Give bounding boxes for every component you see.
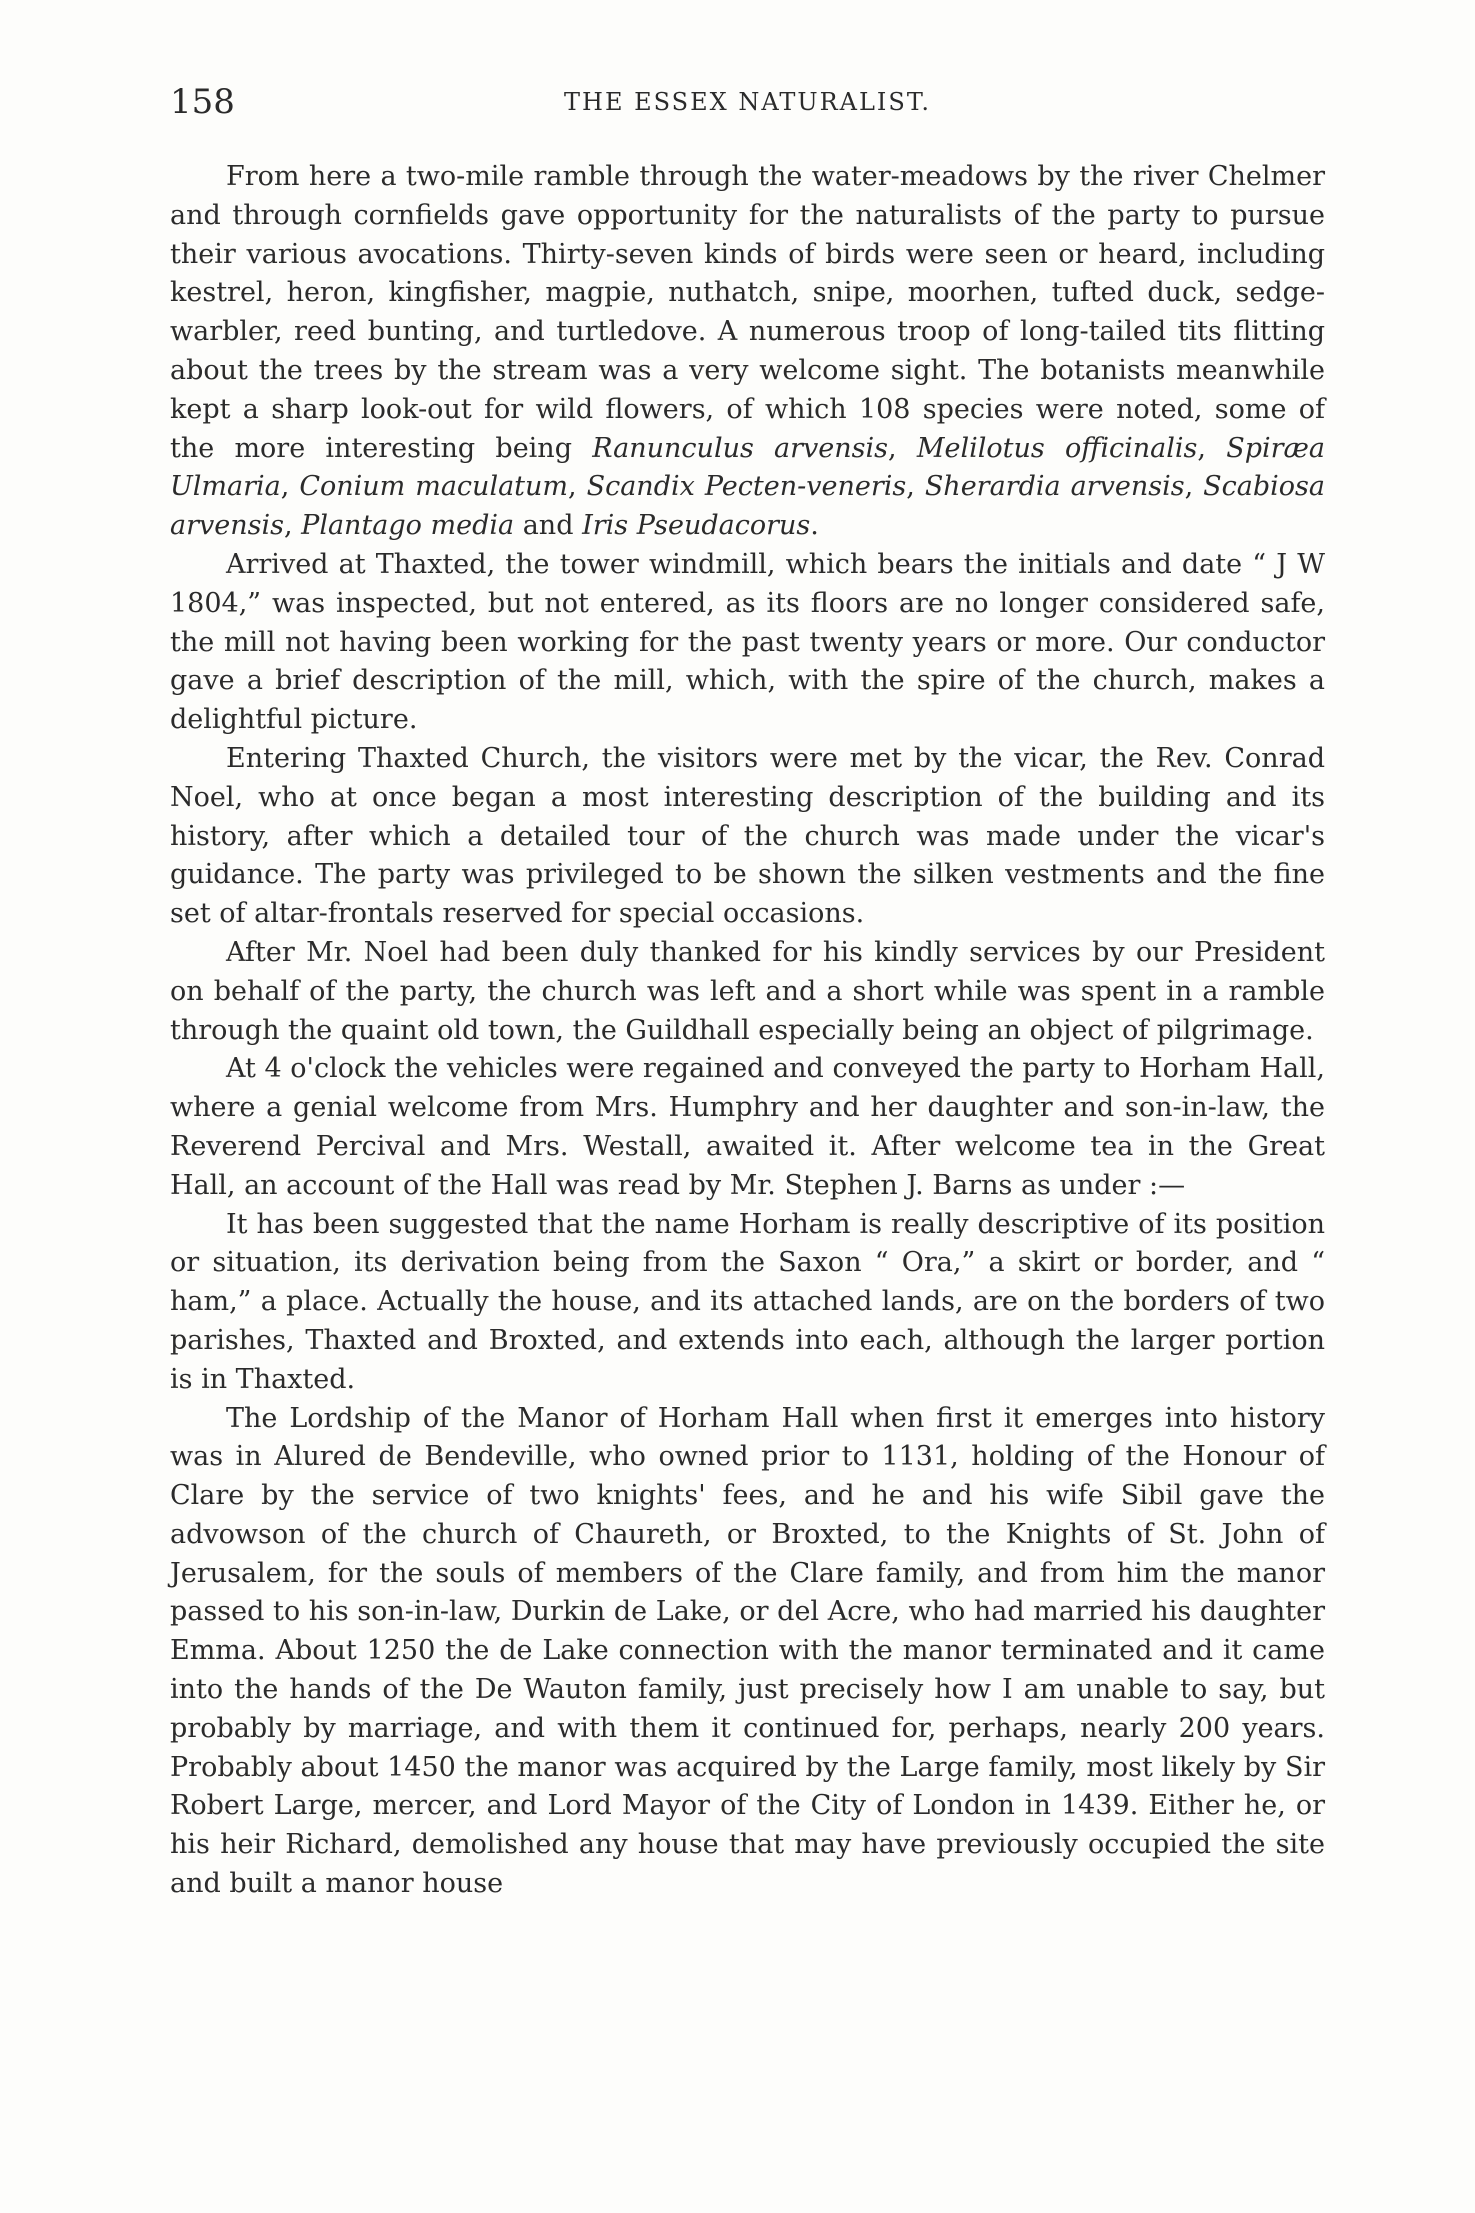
species-name: Sherardia arvensis bbox=[924, 471, 1185, 503]
species-name: Plantago media bbox=[301, 510, 515, 542]
species-name: Conium maculatum bbox=[299, 471, 569, 503]
species-name: Spiræa Ulmaria bbox=[170, 432, 1326, 503]
paragraph-guildhall: After Mr. Noel had been duly thanked for his kindly services by our President on behalf of the party, the church was left and a short while was spent in a ramble through the quaint old town, the Guildhall especially being an object of pilgrimage. bbox=[170, 936, 1325, 1046]
species-name: Scandix Pecten-veneris bbox=[586, 471, 907, 503]
paragraph-horham-arrival: At 4 o'clock the vehicles were regained and conveyed the party to Horham Hall, where a genial welcome from Mrs. Humphry and her daughter and son-in-law, the Reverend Percival and Mrs. Westall, awaited it. After welcome tea in the Great Hall, an account of the Hall was read by Mr. Stephen J. Barns as under :— bbox=[170, 1053, 1325, 1201]
species-name: Melilotus officinalis bbox=[916, 432, 1198, 464]
paragraph-excursion: From here a two-mile ramble through the water-meadows by the river Chelmer and through cornfields gave opportunity for the naturalists of the party to pursue their various avocations. Thirty-seven kinds of birds were seen or heard, including kestrel, heron, kingfisher, magpie, nuthatch, snipe, moorhen, tufted duck, sedge-warbler, reed bunting, and turtledove. A numerous troop of long-tailed tits flitting about the trees by the stream was a very welcome sight. The botanists meanwhile kept a sharp look-out for wild flowers, of which 108 species were noted, some of the more interesting being Ranunculus arvensis, Melilotus officinalis, Spiræa Ulmaria, Conium maculatum, Scandix Pecten-veneris, Sherardia arvensis, Scabiosa arvensis, Plantago media and Iris Pseudacorus. bbox=[170, 161, 1326, 542]
body-text bbox=[170, 158, 1325, 1904]
species-name: Ranunculus arvensis bbox=[592, 432, 889, 464]
page-number: 158 bbox=[170, 82, 235, 122]
species-name: Iris Pseudacorus bbox=[582, 510, 811, 542]
paragraph-excursion-text: From here a two-mile ramble through the water-meadows by the river Chelmer and through cornfields gave opportunity for the naturalists of the party to pursue their various avocations. Thirty-seven kinds of birds were seen or heard, including kestrel, heron, kingfisher, magpie, nuthatch, snipe, moorhen, tufted duck, sedge-warbler, reed bunting, and turtledove. A numerous troop of long-tailed tits flitting about the trees by the stream was a very welcome sight. The botanists meanwhile kept a sharp look-out for wild flowers, of which 108 species were noted, some of the more interesting being bbox=[170, 161, 1325, 464]
paragraph-church: Entering Thaxted Church, the visitors were met by the vicar, the Rev. Conrad Noel, who at once began a most interesting description of the building and its history, after which a detailed tour of the church was made under the vicar's guidance. The party was privileged to be shown the silken vestments and the fine set of altar-frontals reserved for special occasions. bbox=[170, 742, 1325, 930]
paragraph-windmill: Arrived at Thaxted, the tower windmill, which bears the initials and date “ J W 1804,” was inspected, but not entered, as its floors are no longer considered safe, the mill not having been working for the past twenty years or more. Our conductor gave a brief description of the mill, which, with the spire of the church, makes a delightful picture. bbox=[170, 548, 1325, 736]
paragraph-name-derivation: It has been suggested that the name Horham is really descriptive of its position or situation, its derivation being from the Saxon “ Ora,” a skirt or border, and “ ham,” a place. Actually the house, and its attached lands, are on the borders of two parishes, Thaxted and Broxted, and extends into each, although the larger portion is in Thaxted. bbox=[170, 1208, 1325, 1395]
running-title: THE ESSEX NATURALIST. bbox=[564, 88, 931, 116]
species-name: Scabiosa arvensis bbox=[170, 471, 1325, 542]
page-header bbox=[170, 82, 1325, 122]
paragraph-manor-history: The Lordship of the Manor of Horham Hall when first it emerges into history was in Alured de Bendeville, who owned prior to 1131, holding of the Honour of Clare by the service of two knights' fees, and he and his wife Sibil gave the advowson of the church of Chaureth, or Broxted, to the Knights of St. John of Jerusalem, for the souls of members of the Clare family, and from him the manor passed to his son-in-law, Durkin de Lake, or del Acre, who had married his daughter Emma. About 1250 the de Lake connection with the manor terminated and it came into the hands of the De Wauton family, just precisely how I am unable to say, but probably by marriage, and with them it continued for, perhaps, nearly 200 years. Probably about 1450 the manor was acquired by the Large family, most likely by Sir Robert Large, mercer, and Lord Mayor of the City of London in 1439. Either he, or his heir Richard, demolished any house that may have previously occupied the site and built a manor house bbox=[170, 1402, 1325, 1900]
